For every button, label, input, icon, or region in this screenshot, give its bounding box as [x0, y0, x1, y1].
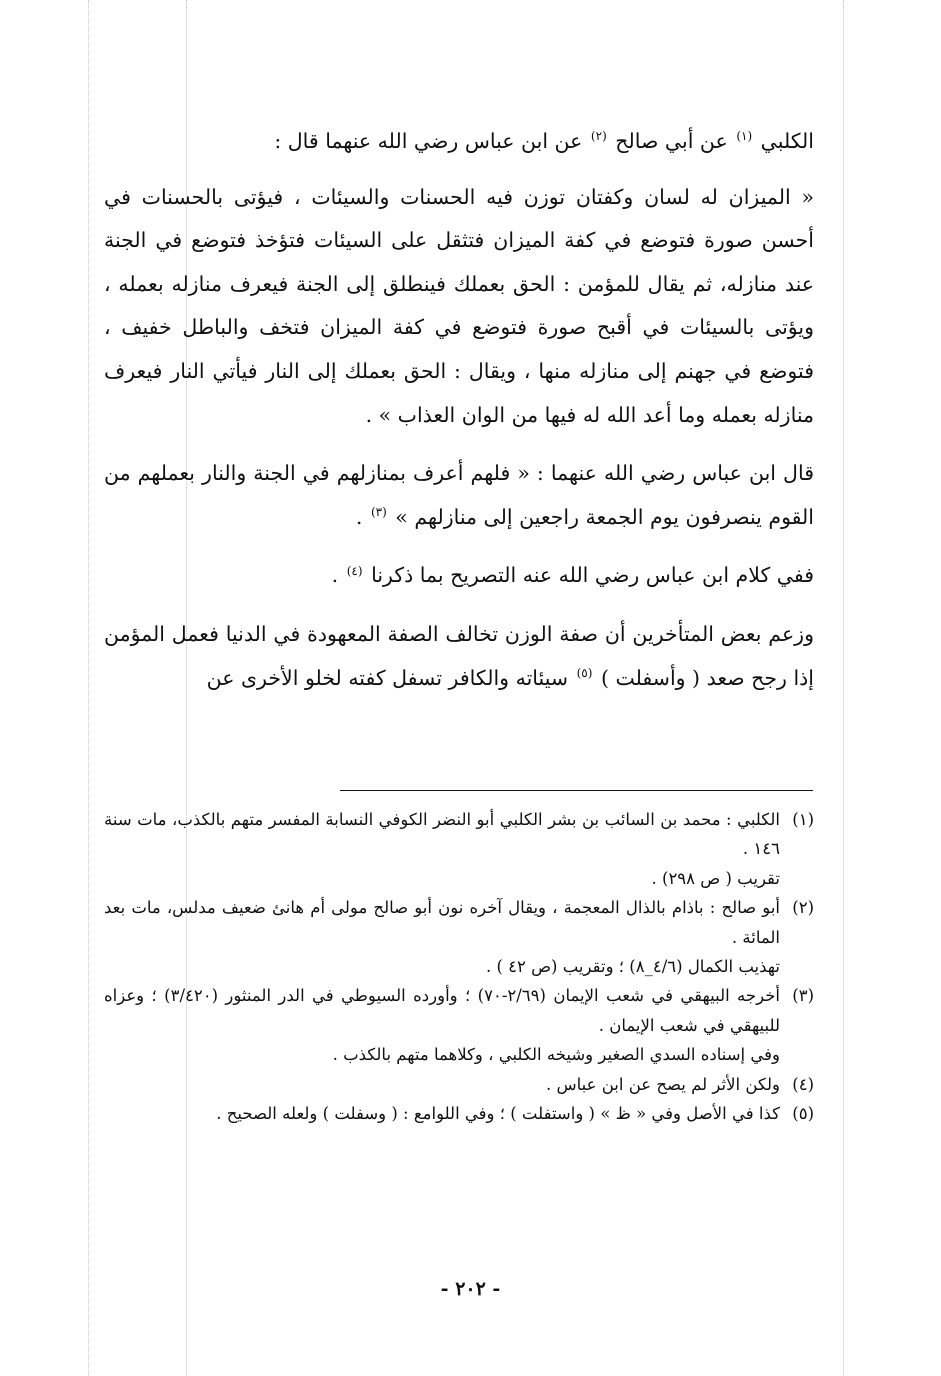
footnote-1 [104, 805, 814, 864]
footnote-number: (٣) [792, 986, 814, 1006]
text-segment: . [331, 563, 339, 588]
text-segment: . [355, 504, 363, 529]
footnote-text: كذا في الأصل وفي « ظ » ( واستفلت ) ؛ وفي اللوامع : ( وسفلت ) ولعله الصحيح . [216, 1104, 780, 1124]
paragraph-2: « الميزان له لسان وكفتان توزن فيه الحسنات والسيئات ، فيؤتى بالحسنات في أحسن صورة فتوضع في كفة الميزان فتثقل على السيئات فتؤخذ فتوضع في الجنة عند منازله، ثم يقال للمؤمن : الحق بعملك فينطلق إلى الجنة فيعرف منازله بعمله ، ويؤتى بالسيئات في أقبح صورة فتوضع في كفة الميزان فتخف والباطل خفيف ، فتوضع في جهنم إلى منازله منها ، ويقال : الحق بعملك إلى النار فيأتي النار فيعرف منازله بعمله وما أعد الله له فيها من الوان العذاب » . [104, 184, 814, 427]
footnote-ref-5[interactable]: (٥) [576, 665, 593, 680]
text-segment: قال ابن عباس رضي الله عنهما : « فلهم أعرف بمنازلهم في الجنة والنار بعملهم من القوم ينصرفون يوم الجمعة راجعين إلى منازلهم » [104, 461, 814, 529]
footnote-text: أبو صالح : باذام بالذال المعجمة ، ويقال آخره نون أبو صالح مولى أم هانئ ضعيف مدلس، مات بعد المائة . [104, 898, 780, 947]
text-segment: الكلبي [760, 129, 814, 153]
scan-guide-line-left [88, 0, 89, 1376]
paragraph-3 [104, 452, 814, 539]
footnote-5 [104, 1099, 814, 1128]
footnote-ref-2[interactable]: (٢) [590, 129, 607, 144]
footnote-separator [340, 790, 813, 791]
footnote-continuation: تقريب ( ص ٢٩٨) . [651, 868, 780, 888]
footnote-text: الكلبي : محمد بن السائب بن بشر الكلبي أبو النضر الكوفي النسابة المفسر متهم بالكذب، مات سنة ١٤٦ . [104, 810, 780, 859]
footnote-number: (١) [792, 810, 814, 829]
page-number: - ٢٠٢ - [440, 1278, 501, 1300]
text-segment: ففي كلام ابن عباس رضي الله عنه التصريح بما ذكرنا [371, 563, 814, 588]
paragraph-4 [104, 554, 814, 598]
footnote-continuation: تهذيب الكمال (٤/٦_٨) ؛ وتقريب (ص ٤٢ ) . [485, 957, 780, 977]
footnote-number: (٢) [792, 898, 814, 918]
main-text [104, 120, 814, 715]
footnote-text: أخرجه البيهقي في شعب الإيمان (٢/٦٩-٧٠) ؛ وأورده السيوطي في الدر المنثور (٣/٤٢٠) ؛ وعزاه للبيهقي في شعب الإيمان . [104, 986, 780, 1035]
footnote-text: ولكن الأثر لم يصح عن ابن عباس . [545, 1074, 780, 1094]
scan-guide-line-right [843, 0, 844, 1376]
footnote-2 [104, 893, 814, 952]
footnote-number: (٤) [792, 1074, 814, 1094]
footnotes [104, 805, 814, 1128]
text-segment: وزعم بعض المتأخرين أن صفة الوزن تخالف الصفة المعهودة في الدنيا فعمل المؤمن إذا رجح صعد ( وأسفلت ) [104, 621, 814, 690]
footnote-ref-4[interactable]: (٤) [346, 563, 363, 578]
text-segment: عن ابن عباس رضي الله عنهما قال : [274, 129, 583, 153]
paragraph-1 [104, 120, 814, 164]
text-segment: سيئاته والكافر تسفل كفته لخلو الأخرى عن [206, 665, 569, 690]
paragraph-5 [104, 613, 814, 700]
footnote-ref-1[interactable]: (١) [736, 129, 753, 144]
footnote-ref-3[interactable]: (٣) [370, 504, 387, 519]
footnote-continuation: وفي إسناده السدي الصغير وشيخه الكلبي ، وكلاهما متهم بالكذب . [332, 1045, 780, 1065]
footnote-number: (٥) [792, 1104, 814, 1124]
text-segment: عن أبي صالح [615, 129, 728, 153]
footnote-4 [104, 1070, 814, 1099]
footnote-3 [104, 981, 814, 1040]
